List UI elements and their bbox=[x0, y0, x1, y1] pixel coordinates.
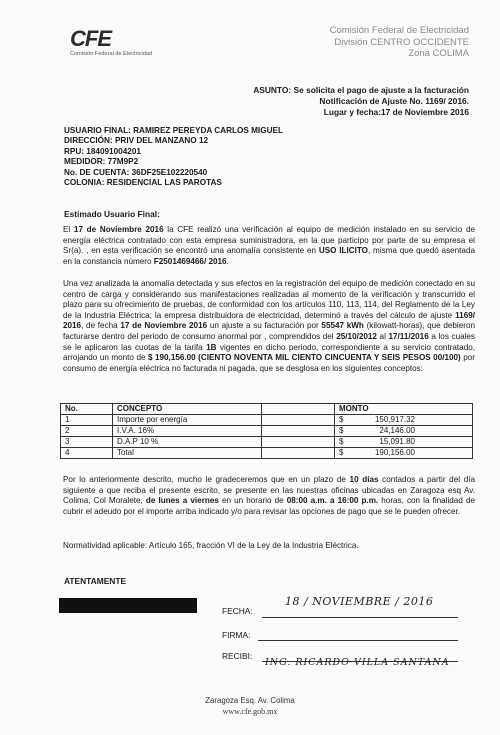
footer-url[interactable]: www.cfe.gob.mx bbox=[222, 707, 278, 716]
row-concept: I.V.A. 16% bbox=[113, 426, 262, 437]
col-header-no: No. bbox=[61, 404, 113, 415]
row-concept: Total bbox=[113, 448, 262, 459]
cfe-logo bbox=[70, 26, 165, 66]
client-colony: COLONIA: RESIDENCIAL LAS PAROTAS bbox=[64, 178, 222, 188]
row-concept: Importe por energía bbox=[113, 415, 262, 426]
col-header-empty bbox=[262, 404, 335, 415]
row-no: 1 bbox=[61, 415, 113, 426]
subject-line: Lugar y fecha:17 de Noviembre 2016 bbox=[323, 107, 469, 117]
closing: ATENTAMENTE bbox=[64, 576, 127, 586]
row-amount: $ 15,091.80 bbox=[335, 437, 473, 448]
paragraph-verification: El 17 de Noviembre 2016 la CFE realizó una verificación al equipo de medición instalado en su servicio de energía eléctrica contratado con esta empresa suministradora, en la que participo por parte de su empresa el Sr(a). , en esta verificación se encontró una anomalía consistente en USO ILICITO, misma que quedó asentada en la constancia número F2501469466/ 2016. bbox=[63, 225, 475, 266]
row-empty bbox=[262, 437, 335, 448]
col-header-concept: CONCEPTO bbox=[113, 404, 262, 415]
row-no: 3 bbox=[61, 437, 113, 448]
row-empty bbox=[262, 426, 335, 437]
row-amount: $ 24,146.00 bbox=[335, 426, 473, 437]
handwritten-receiver: ING. RICARDO VILLA SANTANA bbox=[265, 657, 450, 668]
client-meter: MEDIDOR: 77M9P2 bbox=[64, 157, 139, 167]
greeting: Estimado Usuario Final: bbox=[64, 209, 160, 219]
subject-line: Notificación de Ajuste No. 1169/ 2016. bbox=[319, 96, 469, 106]
row-no: 4 bbox=[61, 448, 113, 459]
row-empty bbox=[262, 448, 335, 459]
firma-label: FIRMA: bbox=[222, 630, 251, 640]
subject-line: ASUNTO: Se solicita el pago de ajuste a la facturación bbox=[253, 85, 469, 95]
fecha-label: FECHA: bbox=[222, 606, 253, 616]
paragraph-adjustment: Una vez analizada la anomalía detectada y sus efectos en la registración del equipo de medición conectado en su centro de carga y considerando sus manifestaciones realizadas al momento de la verificación y transcurrido el plazo para su ofrecimiento de pruebas, de conformidad con los artículos 110, 113, 114, del Reglamento de la Ley de la Industria Eléctrica; la empresa distribuidora de electricidad, determinó a través del cálculo de ajuste 1169/ 2016, de fecha 17 de Noviembre 2016 un ajuste a su facturación por 55547 kWh (kilowatt-horas), que debieron facturarse dentro del periodo de consumo anormal por , comprendidos del 25/10/2012 al 17/11/2016 a los cuales se le aplicaron las cuotas de la tarifa 1B vigentes en dicho periodo, correspondiente a su servicio contratado, arrojando un monto de $ 190,156.00 (CIENTO NOVENTA MIL CIENTO CINCUENTA Y SEIS PESOS 00/100) por consumo de energía eléctrica no facturada ni pagada, que se desglosa en los siguientes conceptos: bbox=[63, 279, 475, 373]
applicable-regulation: Normatividad aplicable: Artículo 165, fracción VI de la Ley de la Industria Eléctrica. bbox=[63, 541, 359, 550]
col-header-amount: MONTO bbox=[335, 404, 473, 415]
row-amount: $ 190,156.00 bbox=[335, 448, 473, 459]
organization-block bbox=[330, 25, 469, 60]
redacted-signature-bar bbox=[59, 598, 197, 613]
org-line: Comisión Federal de Electricidad bbox=[329, 25, 469, 36]
client-info bbox=[64, 126, 283, 188]
cfe-logo-mark: CFE bbox=[70, 26, 111, 51]
row-empty bbox=[262, 415, 335, 426]
fecha-line bbox=[262, 617, 458, 618]
table-row bbox=[61, 448, 473, 459]
footer-address: Zaragoza Esq. Av. Colima bbox=[205, 696, 295, 705]
table-header-row bbox=[61, 404, 473, 415]
org-line: Zona COLIMA bbox=[408, 48, 469, 59]
row-no: 2 bbox=[61, 426, 113, 437]
table-row bbox=[61, 426, 473, 437]
firma-line bbox=[258, 640, 458, 641]
row-concept: D.A.P 10 % bbox=[113, 437, 262, 448]
recibi-label: RECIBI: bbox=[222, 651, 253, 661]
subject-block bbox=[253, 85, 469, 118]
cfe-logo-subtitle: Comisión Federal de Electricidad bbox=[70, 51, 153, 57]
client-account: No. DE CUENTA: 36DF25E102220540 bbox=[64, 167, 208, 177]
paragraph-payment-instructions: Por lo anteriormente descrito, mucho le gradeceremos que en un plazo de 10 días contados a partir del día siguiente a que reciba el presente escrito, se presente en las nuestras oficinas ubicadas en Zaragoza esq Av. Colima, Col Moralete, de lunes a viernes en un horario de 08:00 a.m. a 16:00 p.m. horas, con la finalidad de cubrir el adeudo por el importe arriba indicado y/o para revisar las opciones de pago que se le pueden ofrecer. bbox=[63, 475, 475, 516]
client-name: USUARIO FINAL: RAMIREZ PEREYDA CARLOS MIGUEL bbox=[64, 126, 283, 135]
row-amount: $ 150,917.32 bbox=[335, 415, 473, 426]
client-rpu: RPU: 184091004201 bbox=[64, 146, 141, 156]
charges-table bbox=[60, 403, 473, 459]
handwritten-date: 18 / NOVIEMBRE / 2016 bbox=[285, 595, 434, 608]
org-line: División CENTRO OCCIDENTE bbox=[334, 36, 469, 48]
client-address: DIRECCIÓN: PRIV DEL MANZANO 12 bbox=[64, 136, 209, 146]
table-row bbox=[61, 415, 473, 426]
table-row bbox=[61, 437, 473, 448]
